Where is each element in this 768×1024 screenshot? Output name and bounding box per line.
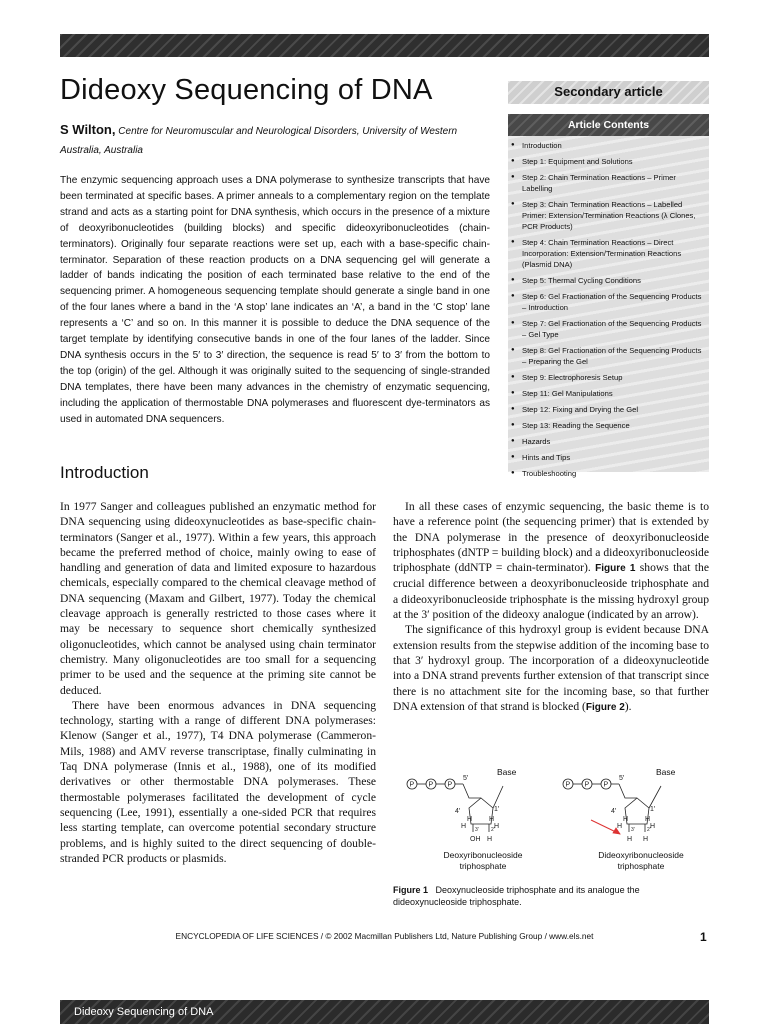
contents-item[interactable]: ● Step 7: Gel Fractionation of the Sequencing Products – Gel Type bbox=[510, 318, 705, 340]
article-contents-header: Article Contents bbox=[508, 114, 709, 136]
contents-item[interactable]: ● Step 12: Fixing and Drying the Gel bbox=[510, 404, 705, 415]
article-title: Dideoxy Sequencing of DNA bbox=[60, 74, 433, 106]
base-label-left: Base bbox=[497, 767, 517, 777]
svg-text:P: P bbox=[565, 781, 571, 789]
contents-item[interactable]: ● Troubleshooting bbox=[510, 468, 705, 479]
paragraph-text: The significance of this hydroxyl group is evident because DNA extension results from the stepwise addition of the incoming base to that 3′ hydroxyl group. The incorporation of a dideoxynucleotide into a DNA strand prevents further extension of that transcript since there is no attachment site for the incoming base, so that further DNA extension of that strand is blocked ( bbox=[393, 623, 709, 713]
svg-text:H: H bbox=[645, 816, 651, 823]
contents-item[interactable]: ● Step 3: Chain Termination Reactions – Labelled Primer: Extension/Termination Reactions (λ Clones, PCR Products) bbox=[510, 199, 705, 232]
contents-list bbox=[508, 136, 709, 479]
article-contents-box bbox=[508, 114, 709, 478]
contents-item[interactable]: ● Step 11: Gel Manipulations bbox=[510, 388, 705, 399]
svg-text:H: H bbox=[650, 823, 656, 830]
svg-text:4′: 4′ bbox=[611, 808, 617, 815]
running-title-bar bbox=[60, 1000, 709, 1024]
svg-text:H: H bbox=[623, 816, 629, 823]
contents-item[interactable]: ● Step 8: Gel Fractionation of the Sequencing Products – Preparing the Gel bbox=[510, 345, 705, 367]
svg-text:H: H bbox=[627, 836, 633, 843]
svg-text:5′: 5′ bbox=[619, 775, 625, 782]
c5-linkage bbox=[463, 784, 481, 798]
paragraph bbox=[393, 622, 709, 715]
caption-text: Deoxynucleoside triphosphate and its analogue the dideoxynucleoside triphosphate. bbox=[393, 885, 640, 907]
figure-1 bbox=[393, 764, 709, 876]
contents-item[interactable]: ● Step 5: Thermal Cycling Conditions bbox=[510, 275, 705, 286]
contents-item[interactable]: ● Step 4: Chain Termination Reactions – Direct Incorporation: Extension/Termination Reactions (Plasmid DNA) bbox=[510, 237, 705, 270]
paragraph: There have been enormous advances in DNA sequencing technology, starting with a range of different DNA polymerases: Klenow (Sanger et al., 1977), T4 DNA polymerase (Cammeron-Mils, 1988) and AMV reverse transcriptase, finally culminating in Taq DNA polymerase (Innis et al., 1988), one of its modified derivatives or other thermostable DNA polymerases. These thermostable polymerases facilitated the development of cycle sequencing (Lee, 1991), essentially a one-sided PCR that requires less starting template, can overcome potential secondary structure problems, and is highly suited to the direct sequencing of double-stranded PCR products or plasmids. bbox=[60, 698, 376, 865]
contents-item[interactable]: ● Step 13: Reading the Sequence bbox=[510, 420, 705, 431]
svg-text:H: H bbox=[643, 836, 649, 843]
secondary-article-tag: Secondary article bbox=[508, 81, 709, 104]
paragraph bbox=[393, 499, 709, 622]
dideoxy-label: Dideoxyribonucleoside triphosphate bbox=[598, 850, 684, 871]
svg-text:P: P bbox=[603, 781, 609, 789]
abstract: The enzymic sequencing approach uses a DNA polymerase to synthesize transcripts that have been terminated at specific bases. A primer anneals to a complementary region on the template strand and acts as a starting point for DNA synthesis, which occurs in the presence of a mixture of deoxyribonucleotides (building blocks) and specific dideoxyribonucleotides (chain-terminators). Originally four separate reactions were set up, each with a base-specific chain-terminator. Separation of these reaction products on a DNA sequencing gel will generate a ladder of bands indicating the position of each terminated base relative to the end of the sequencing primer. A homogeneous sequencing template should generate a single band in one of the four lanes where a band in the ‘A stop’ lane indicates an ‘A’, a band in the ‘C stop’ lane represents a ‘C’ and so on. In this manner it is possible to deduce the DNA sequence of the target template by identifying consecutive bands in one of the four lanes of the ladder. Since DNA synthesis occurs in the 5′ to 3′ direction, the sequence is read 5′ to 3′ from the bottom to the top (origin) of the gel. Although it was originally suited to the sequencing of single-stranded DNA templates, there have been many advances in the chemistry of enzymatic sequencing, including the application of thermostable DNA polymerases and fluorescent dye-terminators as used in automated DNA sequencers. bbox=[60, 175, 490, 425]
deoxy-label: Deoxyribonucleoside triphosphate bbox=[443, 850, 523, 871]
svg-text:3′: 3′ bbox=[631, 827, 635, 833]
svg-text:1′: 1′ bbox=[494, 806, 500, 813]
author-affiliation: Centre for Neuromuscular and Neurological Disorders, University of Western Australia, Australia bbox=[60, 126, 458, 156]
svg-text:P: P bbox=[428, 781, 434, 789]
body-column-left bbox=[60, 499, 376, 866]
contents-item[interactable]: ● Step 2: Chain Termination Reactions – Primer Labelling bbox=[510, 172, 705, 194]
contents-item[interactable]: ● Step 9: Electrophoresis Setup bbox=[510, 372, 705, 383]
body-column-right bbox=[393, 499, 709, 715]
svg-text:H: H bbox=[487, 836, 493, 843]
svg-text:P: P bbox=[584, 781, 590, 789]
contents-item[interactable]: ● Step 1: Equipment and Solutions bbox=[510, 156, 705, 167]
header-decorative-bar bbox=[60, 34, 709, 57]
svg-text:P: P bbox=[447, 781, 453, 789]
contents-item[interactable]: ● Hazards bbox=[510, 436, 705, 447]
running-title: Dideoxy Sequencing of DNA bbox=[74, 1006, 214, 1018]
page-footer: ENCYCLOPEDIA OF LIFE SCIENCES / © 2002 Macmillan Publishers Ltd, Nature Publishing Group / www.els.net bbox=[175, 931, 594, 941]
contents-item[interactable]: ● Introduction bbox=[510, 140, 705, 151]
svg-text:OH: OH bbox=[470, 836, 481, 843]
contents-item[interactable]: ● Hints and Tips bbox=[510, 452, 705, 463]
svg-text:4′: 4′ bbox=[455, 808, 461, 815]
svg-text:H: H bbox=[467, 816, 473, 823]
contents-item[interactable]: ● Step 6: Gel Fractionation of the Sequencing Products – Introduction bbox=[510, 291, 705, 313]
caption-figure-ref: Figure 1 bbox=[393, 885, 429, 895]
base-bond bbox=[649, 786, 661, 808]
base-bond bbox=[493, 786, 503, 808]
introduction-heading: Introduction bbox=[60, 463, 149, 482]
svg-text:2′: 2′ bbox=[647, 827, 651, 833]
figure-1-reference[interactable]: Figure 1 bbox=[595, 563, 636, 575]
svg-text:H: H bbox=[489, 816, 495, 823]
paragraph: In 1977 Sanger and colleagues published an enzymatic method for DNA sequencing using dideoxynucleotides as base-specific chain-terminators (Sanger et al., 1977). Within a few years, this approach became the preferred method of choice, mainly owing to ease of handling and generation of data and limited exposure to hazardous chemicals, especially compared to the chemical cleavage method of DNA sequencing (Maxam and Gilbert, 1977). Today the chemical cleavage approach is generally restricted to those cases where it may be necessary to sequence short chemically synthesized oligonucleotides, which cannot be analysed using chain terminator chemistry. Many oligonucleotides are too small for a sequencing primer to be used and the sequence at the priming site cannot be deduced. bbox=[60, 500, 376, 697]
paragraph-text: shows that the crucial difference between a deoxyribonucleoside triphosphate and a dideoxyribonucleoside triphosphate is the missing hydroxyl group at the 3′ position of the dideoxy analogue (indicated by an arrow). bbox=[393, 561, 709, 622]
svg-text:P: P bbox=[409, 781, 415, 789]
figure-2-reference[interactable]: Figure 2 bbox=[585, 701, 625, 713]
paragraph-text: In all these cases of enzymic sequencing, the basic theme is to have a reference point (the sequencing primer) that is extended by the DNA polymerase in the presence of deoxyribonucleoside triphosphates (dNTP = building block) and a dideoxyribonucleoside triphosphate (ddNTP = chain-terminator). bbox=[393, 500, 709, 575]
page-number: 1 bbox=[700, 930, 707, 944]
author-line bbox=[60, 120, 500, 160]
svg-text:3′: 3′ bbox=[475, 827, 479, 833]
svg-text:H: H bbox=[461, 823, 467, 830]
base-label-right: Base bbox=[656, 767, 676, 777]
svg-text:2′: 2′ bbox=[491, 827, 495, 833]
figure-1-caption bbox=[393, 884, 709, 908]
svg-text:H: H bbox=[617, 823, 623, 830]
c5-linkage bbox=[619, 784, 637, 798]
svg-text:1′: 1′ bbox=[650, 806, 656, 813]
author-name: S Wilton, bbox=[60, 122, 116, 137]
paragraph-text: ). bbox=[624, 699, 632, 713]
svg-text:H: H bbox=[494, 823, 500, 830]
svg-text:5′: 5′ bbox=[463, 775, 469, 782]
